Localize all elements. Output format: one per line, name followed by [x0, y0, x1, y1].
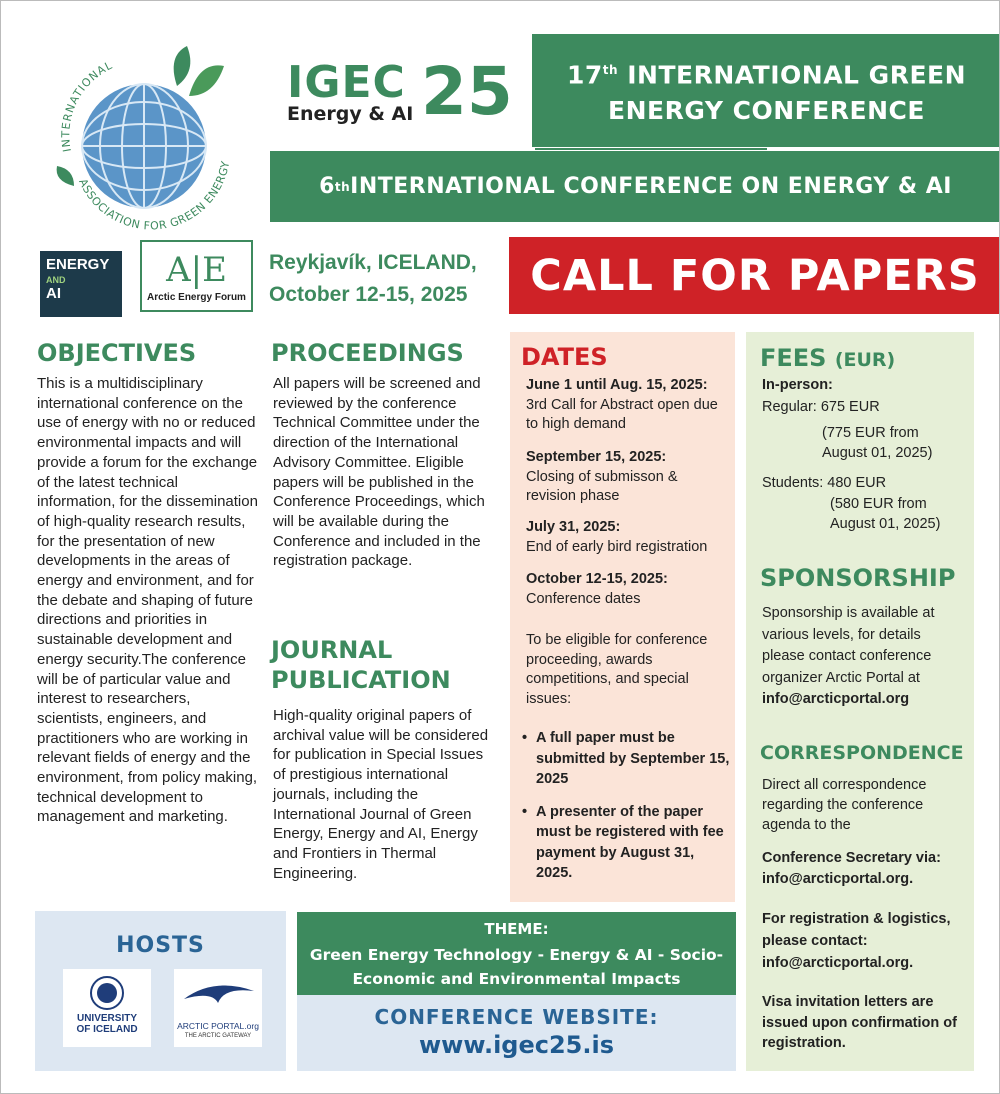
registration-contact: For registration & logistics, please contact: info@arcticportal.org. [762, 911, 951, 971]
date-item: June 1 until Aug. 15, 2025: 3rd Call for Abstract open due to high demand [526, 377, 718, 432]
website-link[interactable]: www.igec25.is [418, 1031, 615, 1059]
arctic-energy-forum-logo: A|E Arctic Energy Forum [140, 240, 253, 312]
correspondence-text: Direct all correspondence regarding the conference agenda to the [762, 777, 927, 833]
sponsorship-text: Sponsorship is available at various levels, for details please contact conference organizer Arctic Portal at info@arcticportal.org [762, 603, 967, 711]
secretary-contact: Conference Secretary via: info@arcticportal.org. [762, 850, 941, 887]
list-item: • A full paper must be submitted by September 15, 2025 [522, 728, 732, 790]
journal-publication-heading: JOURNAL PUBLICATION [271, 636, 451, 694]
conference-title-line1: 17th INTERNATIONAL GREEN [566, 60, 967, 90]
igec-wordmark: IGEC [287, 57, 406, 108]
igec-number: 25 [421, 53, 513, 130]
dates-heading: DATES [521, 343, 608, 371]
divider-line [535, 148, 767, 150]
correspondence-heading: CORRESPONDENCE [760, 742, 964, 764]
eligibility-note: To be eligible for conference proceeding, awards competitions, and special issues: [526, 632, 708, 707]
student-fee-late: (580 EUR from August 01, 2025) [830, 496, 941, 532]
logo-ring-bottom-text: ASSOCIATION FOR GREEN ENERGY [76, 159, 233, 231]
theme-heading: THEME: [484, 920, 549, 938]
logo-ring-top-text: INTERNATIONAL [59, 58, 115, 153]
date-item: October 12-15, 2025: Conference dates [526, 571, 668, 607]
date-item: July 31, 2025: End of early bird registration [526, 519, 708, 555]
dates-panel [510, 332, 735, 902]
bird-icon [174, 969, 262, 1021]
fees-panel [746, 332, 974, 1071]
university-of-iceland-logo: UNIVERSITY OF ICELAND [63, 969, 151, 1047]
iage-globe-logo [49, 41, 239, 231]
objectives-heading: OBJECTIVES [37, 339, 197, 367]
sub-conference-banner: 6 th INTERNATIONAL CONFERENCE ON ENERGY & AI [270, 151, 1000, 222]
objectives-text: This is a multidisciplinary international conference on the use of energy with no or reduced environmental impacts and will provide a forum for the exchange of the latest technical information, for the dissemination of high-quality research results, for the presentation of new developments in the areas of energy and environment, and for the debate and shaping of future directions and priorities in sustainable development and energy security.The conference will be of particular value and interest to researchers, scientists, engineers, and practitioners who are working in relevant fields of energy and the environment, from policy making, technical development to management and marketing. [37, 375, 258, 826]
conference-location: Reykjavík, ICELAND, October 12-15, 2025 [269, 251, 477, 306]
in-person-label: In-person: [762, 377, 833, 393]
proceedings-heading: PROCEEDINGS [271, 339, 464, 367]
eligibility-list [522, 728, 732, 896]
igec-subtitle: Energy & AI [287, 103, 414, 125]
arctic-portal-logo: ARCTIC PORTAL.org THE ARCTIC GATEWAY [174, 969, 262, 1047]
sponsorship-email[interactable]: info@arcticportal.org [762, 691, 910, 707]
hosts-heading: HOSTS [116, 933, 205, 958]
proceedings-text: All papers will be screened and reviewed by the conference Technical Committee under the direction of the International Advisory Committee. Eligible papers will be published in the Conference Proceedings, which will be available during the Conference and included in the registration package. [273, 375, 485, 570]
theme-panel [297, 912, 736, 995]
conference-title-line2: ENERGY CONFERENCE [608, 96, 925, 126]
fees-heading: FEES (EUR) [760, 344, 896, 372]
website-heading: CONFERENCE WEBSITE: [374, 1005, 659, 1029]
theme-text: Green Energy Technology - Energy & AI - Socio-Economic and Environmental Impacts [309, 946, 724, 988]
website-panel [297, 995, 736, 1071]
conference-title-banner [532, 34, 1000, 147]
energy-and-ai-journal-cover: ENERGY AND AI [40, 237, 122, 317]
journal-publication-text: High-quality original papers of archival value will be considered for publication in Special Issues of prestigious international journals, including the International Journal of Green Energy, Energy and AI, Energy and Frontiers in Thermal Engineering. [273, 707, 489, 882]
student-fee: Students: 480 EUR [762, 475, 887, 491]
visa-note: Visa invitation letters are issued upon confirmation of registration. [762, 994, 957, 1051]
regular-fee: Regular: 675 EUR [762, 399, 880, 415]
hosts-panel [35, 911, 286, 1071]
date-item: September 15, 2025: Closing of submisson & revision phase [526, 449, 678, 504]
sponsorship-heading: SPONSORSHIP [760, 564, 956, 592]
regular-fee-late: (775 EUR from August 01, 2025) [822, 425, 933, 461]
call-for-papers-banner: CALL FOR PAPERS [509, 237, 1000, 314]
university-seal-icon [63, 969, 151, 1013]
list-item: • A presenter of the paper must be registered with fee payment by August 31, 2025. [522, 802, 732, 884]
